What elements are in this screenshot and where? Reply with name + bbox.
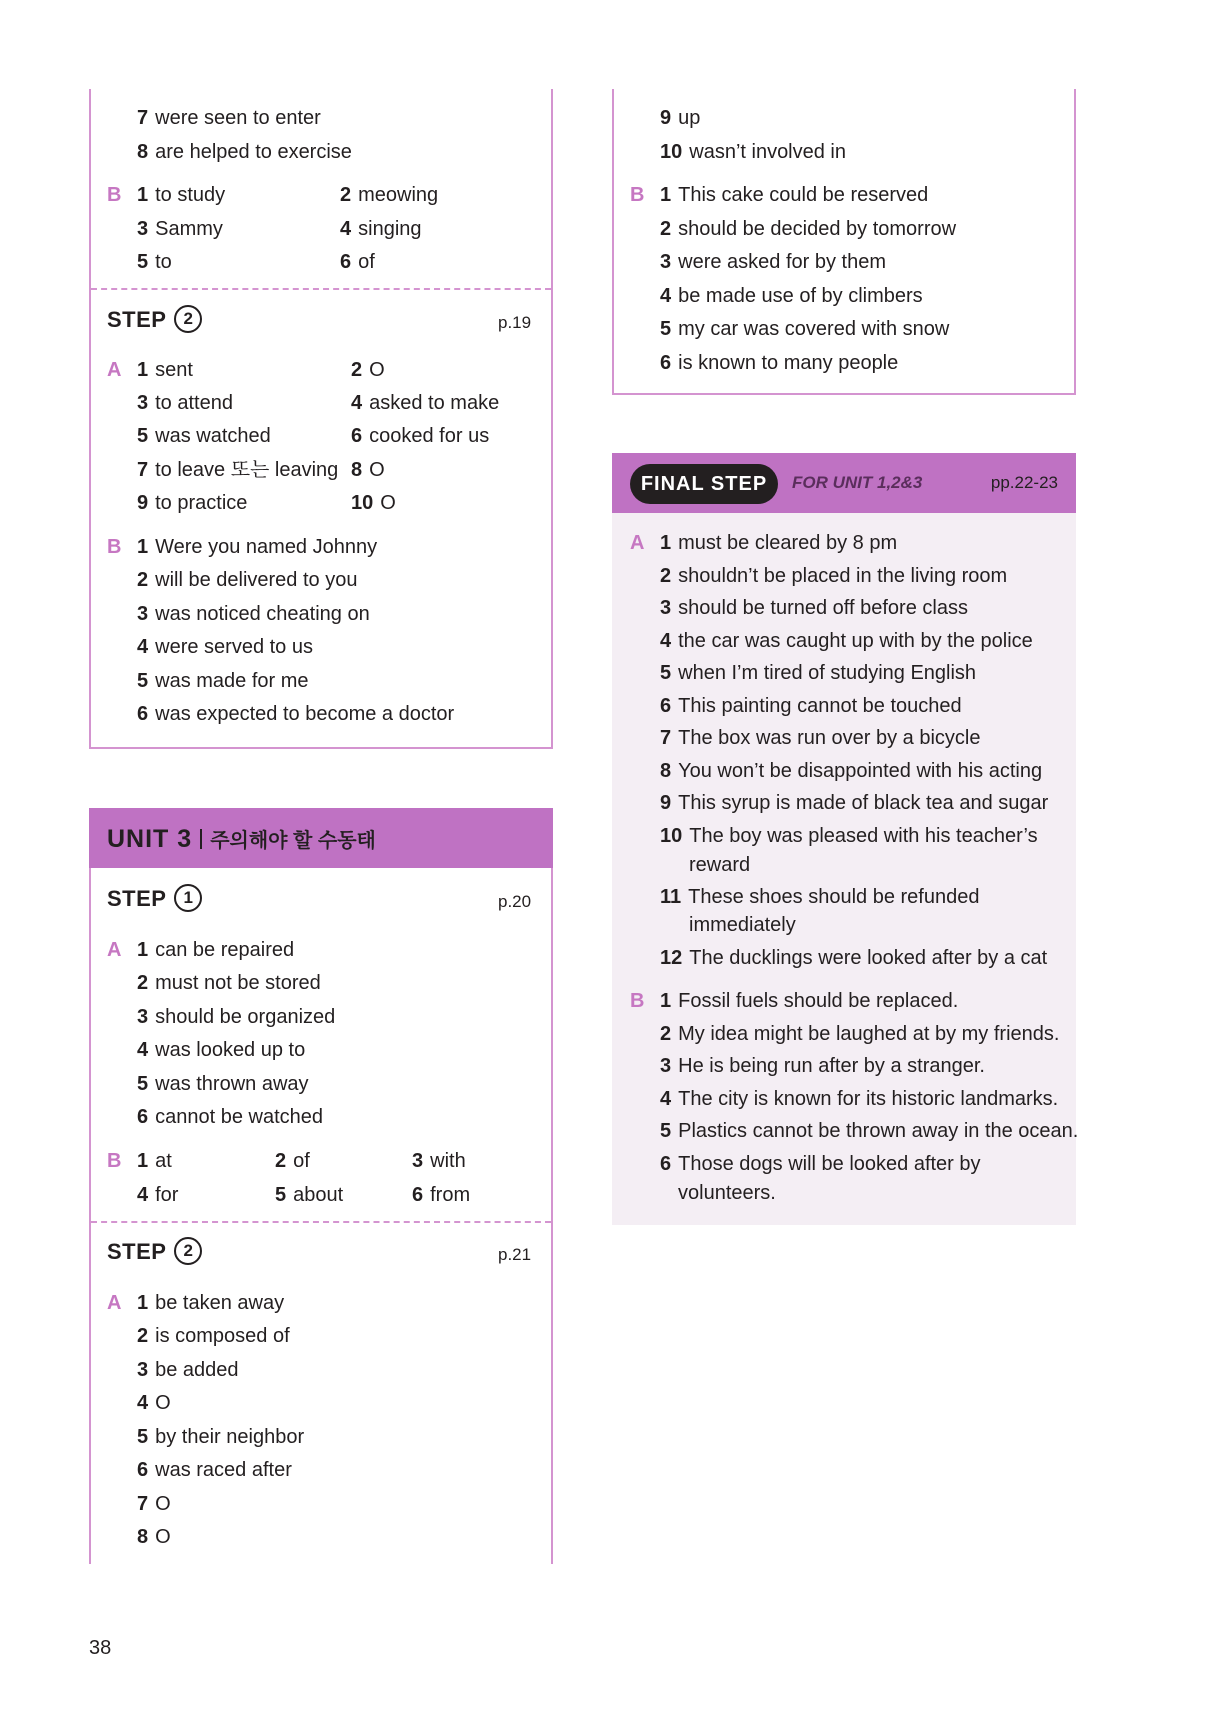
step-heading: STEP 2 <box>107 1238 202 1267</box>
list-item: 5 when I’m tired of studying English <box>660 662 977 684</box>
page-reference: p.20 <box>498 892 532 911</box>
list-item: 4 O <box>137 1392 171 1414</box>
list-item: 2 shouldn’t be placed in the living room <box>660 565 1008 587</box>
list-item: 10 wasn’t involved in <box>660 141 846 163</box>
list-item: 9 up <box>660 107 701 129</box>
list-item: 1 This cake could be reserved <box>660 184 929 206</box>
list-item: 7 to leave 또는 leaving <box>137 459 339 481</box>
list-item-continuation: volunteers. <box>678 1182 776 1204</box>
list-item: 3 to attend <box>137 392 233 414</box>
list-item: 1 must be cleared by 8 pm <box>660 532 898 554</box>
page-reference: p.19 <box>498 313 532 332</box>
final-step-title: FINAL STEP <box>630 464 778 504</box>
list-item: 3 were asked for by them <box>660 251 886 273</box>
list-item: 3 with <box>412 1150 466 1172</box>
list-item: 9 This syrup is made of black tea and sugar <box>660 792 1049 814</box>
list-item: 5 about <box>275 1184 344 1206</box>
list-item: 3 should be organized <box>137 1006 336 1028</box>
section-label-b: B <box>107 1150 122 1172</box>
list-item: 4 was looked up to <box>137 1039 306 1061</box>
list-item: 4 were served to us <box>137 636 313 658</box>
list-item: 8 are helped to exercise <box>137 141 352 163</box>
list-item: 6 of <box>340 251 375 273</box>
list-item: 5 Plastics cannot be thrown away in the ocean. <box>660 1120 1079 1142</box>
section-label-b: B <box>107 536 122 558</box>
list-item: 5 was thrown away <box>137 1073 309 1095</box>
list-item: 6 was expected to become a doctor <box>137 703 455 725</box>
list-item: 3 be added <box>137 1359 239 1381</box>
list-item: 10 O <box>351 492 396 514</box>
list-item: 6 This painting cannot be touched <box>660 695 962 717</box>
list-item: 8 O <box>137 1526 171 1548</box>
list-item: 1 to study <box>137 184 226 206</box>
list-item: 6 is known to many people <box>660 352 899 374</box>
list-item: 6 cannot be watched <box>137 1106 324 1128</box>
list-item: 7 were seen to enter <box>137 107 321 129</box>
list-item-continuation: reward <box>689 854 751 876</box>
list-item: 1 can be repaired <box>137 939 295 961</box>
list-item: 4 singing <box>340 218 422 240</box>
list-item: 7 The box was run over by a bicycle <box>660 727 981 749</box>
page-reference: pp.22-23 <box>990 473 1058 492</box>
section-label-a: A <box>107 939 122 961</box>
list-item: 6 cooked for us <box>351 425 490 447</box>
list-item: 3 Sammy <box>137 218 223 240</box>
list-item: 10 The boy was pleased with his teacher’s <box>660 825 1038 847</box>
list-item: 9 to practice <box>137 492 248 514</box>
list-item: 4 asked to make <box>351 392 500 414</box>
section-label-b: B <box>107 184 122 206</box>
page-number: 38 <box>89 1637 112 1659</box>
right-top-box <box>612 89 1076 395</box>
list-item: 2 will be delivered to you <box>137 569 358 591</box>
list-item: 1 Were you named Johnny <box>137 536 378 558</box>
list-item: 3 He is being run after by a stranger. <box>660 1055 985 1077</box>
list-item: 12 The ducklings were looked after by a cat <box>660 947 1048 969</box>
list-item: 1 Fossil fuels should be replaced. <box>660 990 959 1012</box>
divider <box>91 1221 551 1223</box>
list-item: 1 sent <box>137 359 193 381</box>
section-label-a: A <box>107 1292 122 1314</box>
list-item: 11 These shoes should be refunded <box>660 886 980 908</box>
step-heading: STEP 2 <box>107 306 202 335</box>
divider <box>91 288 551 290</box>
list-item: 4 for <box>137 1184 179 1206</box>
list-item: 6 from <box>412 1184 471 1206</box>
list-item: 2 O <box>351 359 385 381</box>
list-item: 2 must not be stored <box>137 972 321 994</box>
final-step-units: FOR UNIT 1,2&3 <box>792 473 923 492</box>
list-item: 2 is composed of <box>137 1325 290 1347</box>
list-item: 6 was raced after <box>137 1459 292 1481</box>
list-item: 5 my car was covered with snow <box>660 318 950 340</box>
list-item: 8 You won’t be disappointed with his acting <box>660 760 1043 782</box>
list-item: 5 was watched <box>137 425 271 447</box>
list-item: 4 The city is known for its historic landmarks. <box>660 1088 1059 1110</box>
list-item: 2 of <box>275 1150 310 1172</box>
list-item-continuation: immediately <box>689 914 796 936</box>
list-item: 4 the car was caught up with by the police <box>660 630 1033 652</box>
list-item: 7 O <box>137 1493 171 1515</box>
section-label-b: B <box>630 990 645 1012</box>
unit-header <box>89 808 553 868</box>
list-item: 4 be made use of by climbers <box>660 285 923 307</box>
section-label-a: A <box>107 359 122 381</box>
section-label-a: A <box>630 532 645 554</box>
unit-title: UNIT 3 주의해야 할 수동태 <box>107 825 376 853</box>
list-item: 3 should be turned off before class <box>660 597 968 619</box>
list-item: 1 be taken away <box>137 1292 285 1314</box>
list-item: 8 O <box>351 459 385 481</box>
final-step-header <box>612 453 1076 513</box>
list-item: 3 was noticed cheating on <box>137 603 370 625</box>
list-item: 2 meowing <box>340 184 439 206</box>
list-item: 5 was made for me <box>137 670 309 692</box>
page-reference: p.21 <box>498 1245 532 1264</box>
list-item: 2 should be decided by tomorrow <box>660 218 957 240</box>
step-heading: STEP 1 <box>107 885 202 914</box>
section-label-b: B <box>630 184 645 206</box>
list-item: 2 My idea might be laughed at by my friends. <box>660 1023 1060 1045</box>
list-item: 5 by their neighbor <box>137 1426 305 1448</box>
list-item: 5 to <box>137 251 172 273</box>
list-item: 6 Those dogs will be looked after by <box>660 1153 981 1175</box>
list-item: 1 at <box>137 1150 172 1172</box>
